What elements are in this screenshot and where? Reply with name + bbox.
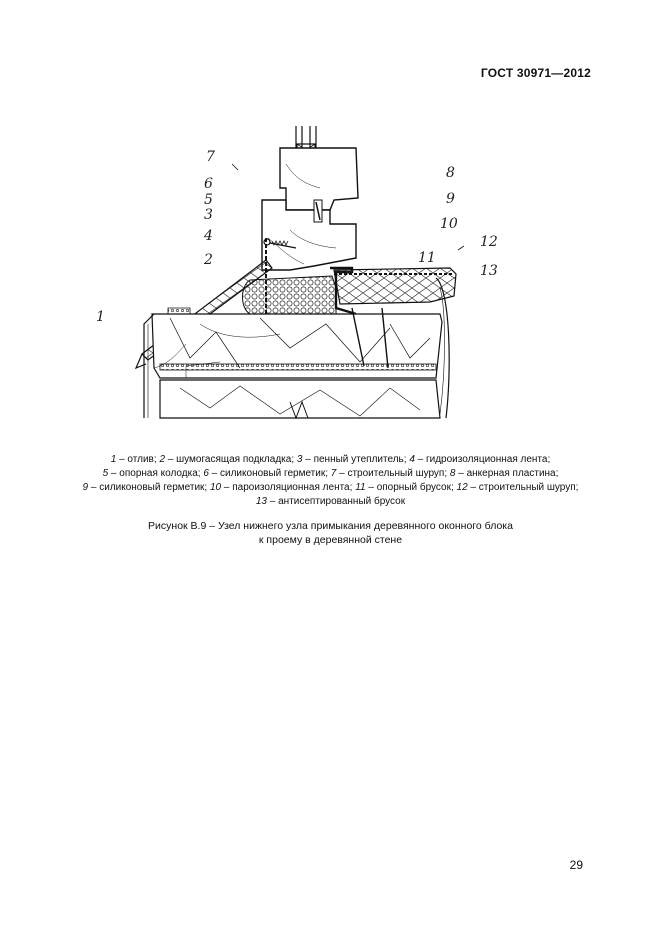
callout-6: 6: [204, 176, 213, 192]
caption-line-2: к проему в деревянной стене: [258, 534, 403, 546]
figure-legend: [40, 453, 621, 509]
window-frame: [262, 148, 358, 270]
callout-13: 13: [480, 263, 498, 279]
legend-row-3: 9 – силиконовый герметик; 10 – пароизоляционная лента; 11 – опорный брусок; 12 – строительный шуруп;: [82, 482, 579, 493]
legend-row-2: 5 – опорная колодка; 6 – силиконовый герметик; 7 – строительный шуруп; 8 – анкерная пластина;: [102, 468, 559, 479]
foam-insulation: [243, 276, 337, 314]
figure-drawing: [90, 118, 510, 428]
wall-top-strip: [168, 308, 190, 314]
legend-row-4: 13 – антисептированный брусок: [255, 496, 406, 507]
callout-3: 3: [204, 207, 213, 223]
callout-9: 9: [446, 191, 455, 207]
callout-8: 8: [446, 165, 455, 181]
callout-4: 4: [204, 228, 213, 244]
callout-7: 7: [206, 149, 215, 165]
callout-12: 12: [480, 234, 498, 250]
callout-5: 5: [204, 192, 213, 208]
callout-2: 2: [204, 252, 213, 268]
caption-line-1: Рисунок В.9 – Узел нижнего узла примыкания деревянного оконного блока: [148, 520, 513, 532]
legend-row-1: 1 – отлив; 2 – шумогасящая подкладка; 3 – пенный утеплитель; 4 – гидроизоляционная лента;: [110, 454, 551, 465]
document-code: ГОСТ 30971—2012: [480, 66, 591, 80]
figure-caption: [60, 519, 601, 547]
callout-1: 1: [96, 309, 105, 325]
callout-10: 10: [440, 216, 458, 232]
callout-11: 11: [418, 250, 436, 266]
page-number: 29: [569, 858, 583, 872]
